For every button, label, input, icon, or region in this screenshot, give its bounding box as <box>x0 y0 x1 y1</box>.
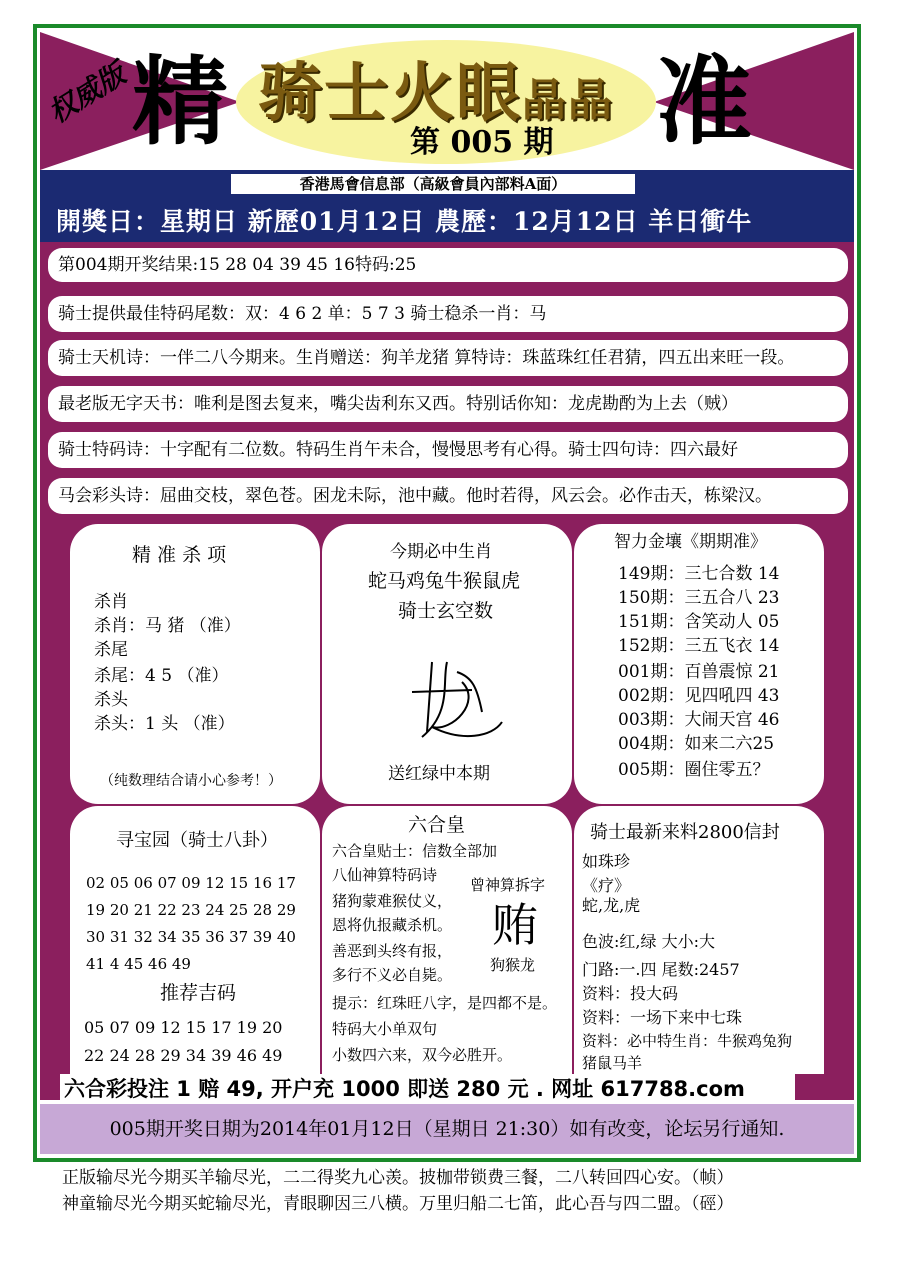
special-poem-row: 骑士特码诗：十字配有二位数。特码生肖午未合，慢慢思考有心得。骑士四句诗：四六最好 <box>48 432 848 468</box>
gold-line: 002期：见四吼四 43 <box>618 686 780 706</box>
header-right-char: 准 <box>656 45 752 158</box>
horse-poem-row: 马会彩头诗：屈曲交枝，翠色苍。困龙未际，池中藏。他时若得，风云会。必作击天，栋梁汉。 <box>48 478 848 514</box>
recommend-title: 推荐吉码 <box>160 982 237 1004</box>
kill-line: 杀肖 <box>94 592 128 612</box>
tail-row: 骑士提供最佳特码尾数：双：4 6 2 单：5 7 3 骑士稳杀一肖：马 <box>48 296 848 332</box>
gold-line: 003期：大闹天宫 46 <box>618 710 780 730</box>
letter-line: 蛇,龙,虎 <box>582 896 641 915</box>
lhh-line: 小数四六来，双今必胜开。 <box>332 1046 513 1064</box>
promo-banner: 六合彩投注 1 赔 49, 开户充 1000 即送 280 元 . 网址 617788.com <box>60 1074 795 1104</box>
gold-title: 智力金壤《期期准》 <box>614 532 767 552</box>
kill-box <box>70 524 320 804</box>
gold-line: 005期：圈住零五？ <box>618 760 770 780</box>
gold-line: 149期：三七合数 14 <box>618 564 780 584</box>
title-small: 晶晶 <box>522 75 614 126</box>
header <box>40 32 854 170</box>
letter-line: 资料：必中特生肖：牛猴鸡兔狗 <box>582 1032 793 1050</box>
zodiac-bottom: 送红绿中本期 <box>388 764 490 784</box>
lhh-big-char: 贿 <box>492 898 538 952</box>
lhh-line: 恩将仇报藏杀机。 <box>332 916 453 934</box>
title-main: 骑士火眼 <box>258 56 522 131</box>
book-row: 最老版无字天书：唯利是图去复来，嘴尖齿利东又西。特别话你知：龙虎勘酌为上去（贼） <box>48 386 848 422</box>
kill-line: 杀头：1 头 （准） <box>94 714 235 734</box>
treasure-box <box>70 806 320 1094</box>
zodiac-l1: 今期必中生肖 <box>390 542 492 562</box>
letter-line: 资料：一场下来中七珠 <box>582 1008 743 1027</box>
kill-line: 杀尾 <box>94 640 128 660</box>
footer-line: 神童输尽光今期买蛇输尽光，青眼聊因三八横。万里归船二七笛，此心吾与四二盟。（硜） <box>62 1194 734 1214</box>
lhh-line: 多行不义必自毙。 <box>332 966 453 984</box>
poem-row: 骑士天机诗：一伴二八今期来。生肖赠送：狗羊龙猪 算特诗：珠蓝珠红任君猜，四五出来旺一段。 <box>48 340 848 376</box>
letter-line: 门路:一.四 尾数:2457 <box>582 960 740 979</box>
lhh-line: 善恶到头终有报， <box>332 942 453 960</box>
draw-date: 開獎日：星期日 新歷01月12日 農歷：12月12日 羊日衝牛 <box>56 207 753 236</box>
kill-title: 精 准 杀 项 <box>132 544 227 566</box>
lhh-line: 八仙神算特码诗 <box>332 866 438 884</box>
lhh-box <box>322 806 572 1074</box>
zodiac-l2: 蛇马鸡兔牛猴鼠虎 <box>368 570 521 592</box>
gold-line: 001期：百兽震惊 21 <box>618 662 780 682</box>
lhh-line: 特码大小单双句 <box>332 1020 438 1038</box>
lhh-side-title: 曾神算拆字 <box>470 876 546 894</box>
lhh-title: 六合皇 <box>408 814 466 836</box>
kill-line: 杀尾：4 5 （准） <box>94 666 229 686</box>
edition-badge: 权威版 <box>42 57 132 130</box>
page-title <box>258 56 614 131</box>
kill-line: 杀头 <box>94 690 128 710</box>
treasure-grid-line: 19 20 21 22 23 24 25 28 29 <box>86 901 296 919</box>
gold-line: 004期：如来二六25 <box>618 734 775 754</box>
subline: 香港馬會信息部（高級會員內部料A面） <box>230 173 636 195</box>
kill-note: （纯数理结合请小心参考！） <box>100 773 282 789</box>
zodiac-l3: 骑士玄空数 <box>398 600 494 622</box>
zodiac-box <box>322 524 572 804</box>
treasure-title: 寻宝园（骑士八卦） <box>116 830 278 851</box>
treasure-grid-line: 30 31 32 34 35 36 37 39 40 <box>86 928 296 946</box>
gold-line: 151期：含笑动人 05 <box>618 612 780 632</box>
issue-number: 第 005 期 <box>410 125 554 160</box>
gold-box <box>574 524 824 804</box>
letter-line: 如珠珍 <box>582 852 631 871</box>
header-left-char: 精 <box>132 45 228 158</box>
footer-line: 正版输尽光今期买羊输尽光，二二得奖九心羡。披枷带锁费三餐，二八转回四心安。（帧） <box>62 1168 734 1188</box>
treasure-grid-line: 02 05 06 07 09 12 15 16 17 <box>86 874 296 892</box>
letter-line: 《疗》 <box>582 876 631 895</box>
signature-mark <box>402 642 512 747</box>
recommend-line: 05 07 09 12 15 17 19 20 <box>84 1018 283 1037</box>
result-row: 第004期开奖结果:15 28 04 39 45 16特码:25 <box>48 248 848 282</box>
lhh-line: 六合皇贴士：信数全部加 <box>332 842 498 860</box>
treasure-grid-line: 41 4 45 46 49 <box>86 955 191 973</box>
letter-title: 骑士最新来料2800信封 <box>590 822 780 843</box>
letter-box <box>574 806 824 1074</box>
letter-line: 资料：投大码 <box>582 984 679 1003</box>
lhh-side-sub: 狗猴龙 <box>490 956 536 974</box>
letter-line: 色波:红,绿 大小:大 <box>582 932 715 951</box>
kill-line: 杀肖：马 猪 （准） <box>94 616 241 636</box>
gold-line: 150期：三五合八 23 <box>618 588 780 608</box>
lhh-line: 提示：红珠旺八字，是四都不是。 <box>332 994 558 1012</box>
lhh-line: 猪狗蒙难猴仗义， <box>332 892 453 910</box>
letter-line: 猪鼠马羊 <box>582 1054 643 1072</box>
draw-notice: 005期开奖日期为2014年01月12日（星期日 21:30）如有改变，论坛另行通知. <box>40 1104 854 1154</box>
recommend-line: 22 24 28 29 34 39 46 49 <box>84 1046 283 1065</box>
gold-line: 152期：三五飞衣 14 <box>618 636 780 656</box>
